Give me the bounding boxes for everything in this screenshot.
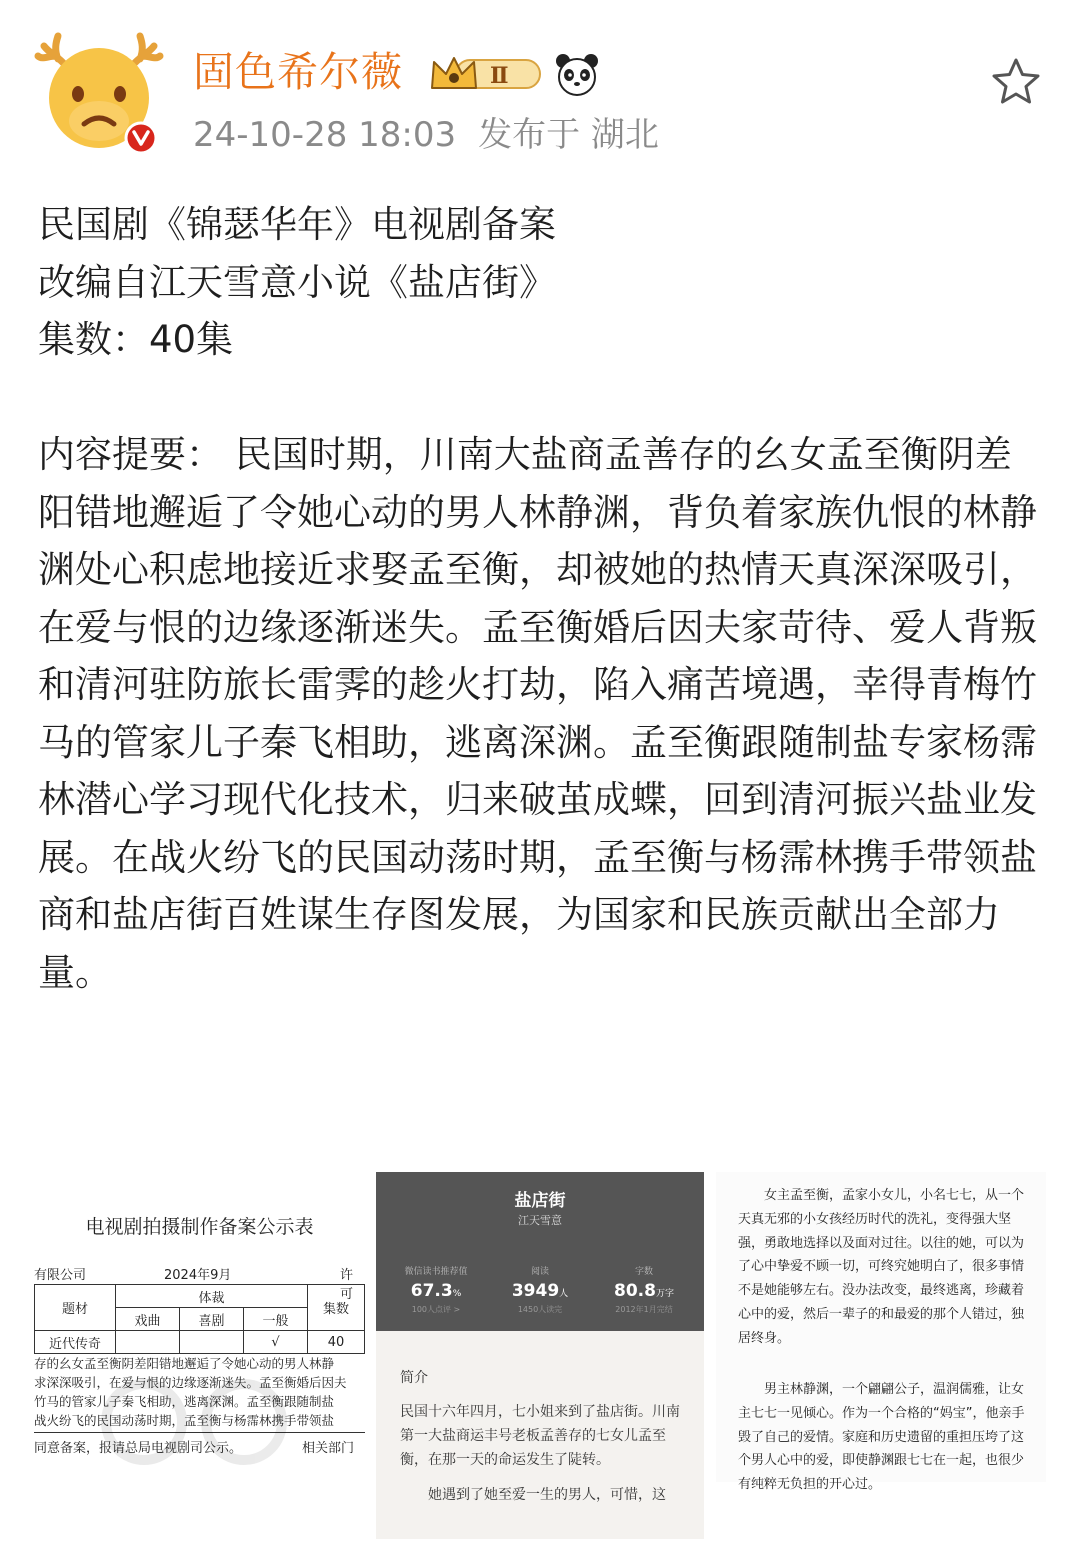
- image-filing-table[interactable]: [34, 1172, 365, 1477]
- filing-date: 2024年9月: [164, 1268, 232, 1283]
- col-subject: 题材: [35, 1285, 116, 1331]
- post-body: [38, 196, 1038, 1001]
- user-avatar[interactable]: [36, 26, 162, 154]
- book-intro-text-2: 她遇到了她至爱一生的男人，可惜，这: [428, 1487, 666, 1503]
- filing-table-title: 电视剧拍摄制作备案公示表: [85, 1216, 314, 1238]
- post-line-title: 民国剧《锦瑟华年》电视剧备案: [38, 203, 556, 246]
- post-timestamp: 24-10-28 18:03: [193, 115, 457, 155]
- verified-v-icon: [126, 123, 156, 153]
- username[interactable]: 固色希尔薇: [193, 48, 403, 96]
- filing-footer-right: 相关部门: [302, 1441, 355, 1456]
- book-stat-recommend: 微信读书推荐值 67.3% 100人点评 >: [404, 1267, 468, 1314]
- cell-subject: 近代传奇: [35, 1331, 116, 1354]
- col-comedy: 喜剧: [180, 1308, 244, 1331]
- watermark-icon: [94, 1372, 294, 1472]
- post-summary: 内容提要： 民国时期，川南大盐商孟善存的幺女孟至衡阴差阳错地邂逅了令她心动的男人林静渊，背负着家族仇恨的林静渊处心积虑地接近求娶孟至衡，却被她的热情天真深深吸引，在爱与恨的边缘逐渐迷失。孟至衡婚后因夫家苛待、爱人背叛和清河驻防旅长雷霁的趁火打劫，陷入痛苦境遇，幸得青梅竹马的管家儿子秦飞相助，逃离深渊。孟至衡跟随制盐专家杨霈林潜心学习现代化技术，归来破茧成蝶，回到清河振兴盐业发展。在战火纷飞的民国动荡时期，孟至衡与杨霈林携手带领盐商和盐店街百姓谋生存图发展，为国家和民族贡献出全部力量。: [38, 433, 1037, 994]
- col-opera: 戏曲: [116, 1308, 180, 1331]
- star-icon: [990, 56, 1042, 108]
- image-character-text[interactable]: [716, 1172, 1046, 1493]
- character-female-lead: 女主孟至衡，孟家小女儿，小名七七，从一个天真无邪的小女孩经历时代的洗礼，变得强大坚强，勇敢地选择以及面对过往。以往的她，可以为了心中挚爱不顾一切，可终究她明白了，很多事情不是她能够左右。没办法改变，最终逃离，珍藏着心中的爱，然后一辈子的和最爱的那个人错过，独居终身。: [738, 1188, 1025, 1346]
- cell-episodes: 40: [308, 1331, 365, 1354]
- post-meta: [193, 115, 659, 155]
- book-intro-heading: 简介: [400, 1370, 428, 1386]
- col-episodes: 集数: [308, 1285, 365, 1331]
- deer-emoji-avatar-icon: [36, 26, 162, 154]
- book-stat-words: 字数 80.8万字 2012年1月完结: [614, 1267, 674, 1314]
- level-badge-text: Ⅱ: [490, 63, 509, 89]
- col-general: 一般: [244, 1308, 308, 1331]
- panda-icon[interactable]: [553, 50, 601, 98]
- filing-summary-line: 求深深吸引，在爱与恨的边缘逐渐迷失。孟至衡婚后因夫: [34, 1375, 347, 1390]
- book-author: 江天雪意: [518, 1214, 562, 1227]
- book-stat-readers: 阅读 3949人 1450人读完: [511, 1267, 569, 1314]
- filing-summary-line: 战火纷飞的民国动荡时期，孟至衡与杨霈林携手带领盐: [34, 1413, 335, 1428]
- filing-summary-line: 存的幺女孟至衡阴差阳错地邂逅了令她心动的男人林静: [34, 1356, 335, 1371]
- post-location: 发布于 湖北: [478, 115, 659, 155]
- image-book-page[interactable]: [376, 1172, 704, 1539]
- filing-company: 有限公司: [34, 1268, 87, 1283]
- book-intro-text: 民国十六年四月，七小姐来到了盐店街。川南第一大盐商运丰号老板孟善存的七女儿孟至衡，在那一天的命运发生了陡转。: [400, 1404, 680, 1468]
- crown-level-badge-icon[interactable]: [428, 52, 546, 96]
- col-genre: 体裁: [116, 1285, 308, 1308]
- book-header: [376, 1172, 704, 1331]
- filing-summary-line: 竹马的管家儿子秦飞相助，逃离深渊。孟至衡跟随制盐: [34, 1394, 335, 1409]
- post-line-source: 改编自江天雪意小说《盐店街》: [38, 260, 556, 304]
- post-line-episodes: 集数：40集: [38, 318, 234, 361]
- cell-check: √: [244, 1331, 308, 1354]
- filing-permit: 许可: [340, 1268, 354, 1302]
- filing-table: [34, 1284, 365, 1354]
- character-male-lead: 男主林静渊，一个翩翩公子，温润儒雅，让女主七七一见倾心。作为一个合格的“妈宝”，他亲手毁了自己的爱情。家庭和历史遗留的重担压垮了这个男人心中的爱，即使静渊跟七七在一起，也很少有纯粹无负担的开心过。: [738, 1382, 1025, 1493]
- filing-footer-left: 同意备案，报请总局电视剧司公示。: [34, 1441, 243, 1456]
- favorite-star-button[interactable]: [990, 56, 1042, 108]
- book-title: 盐店街: [514, 1191, 566, 1211]
